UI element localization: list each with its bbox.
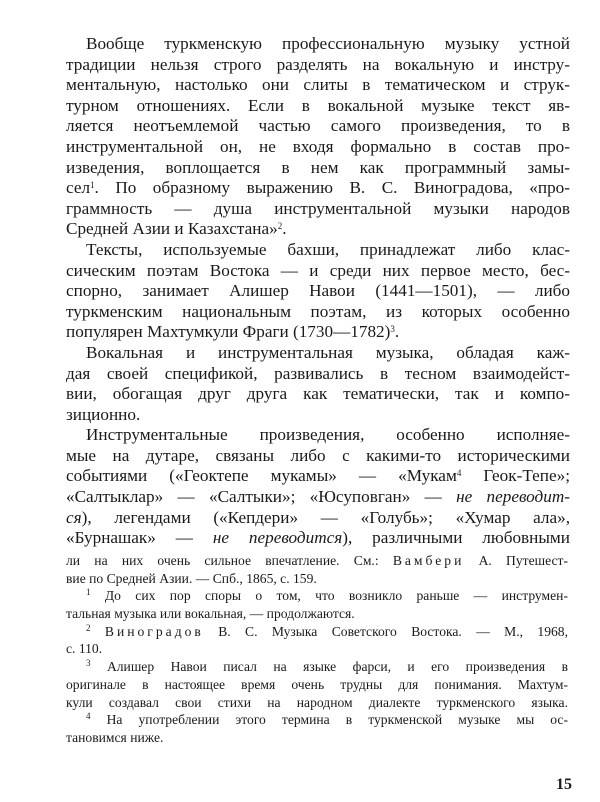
text-segment: оригинале в настоящее время очень трудны для понимания. Махтум-: [66, 676, 568, 692]
text-segment: сическим поэтам Востока — и среди них первое место, бес-: [66, 260, 570, 280]
text-segment: турном отношениях. Если в вокальной музыке текст яв-: [66, 95, 570, 115]
text-line: [66, 446, 570, 467]
text-segment: кули создавал свои стихи на народном диалекте туркменского языка.: [66, 694, 568, 710]
text-line: [66, 75, 570, 96]
text-segment: Вообще туркменскую профессиональную музыку устной: [86, 34, 570, 53]
text-line: [66, 158, 570, 179]
text-segment: мые на дутаре, связаны либо с какими-то историческими: [66, 445, 570, 465]
text-line: [66, 466, 570, 487]
text-line: [66, 302, 570, 323]
text-segment: вие по Средней Азии. — Спб., 1865, с. 159.: [66, 570, 317, 586]
text-segment: граммность — душа инструментальной музыки народов: [66, 198, 570, 218]
text-line: [66, 343, 570, 364]
footnote-line: [66, 694, 568, 712]
text-segment: .: [394, 322, 400, 342]
text-segment: тальная музыка или вокальная, — продолжаются.: [66, 606, 355, 622]
text-line: [66, 364, 570, 385]
text-line: [66, 487, 570, 508]
text-segment: зиционно.: [66, 404, 141, 424]
text-line: [66, 508, 570, 529]
text-line: [66, 384, 570, 405]
footnote-marker: 2: [86, 622, 91, 633]
footnote-line: [66, 623, 568, 641]
footnotes: [66, 552, 568, 747]
text-segment: ), различными любовными: [342, 528, 570, 548]
text-line: [66, 96, 570, 117]
text-segment: инструментальной он, не входя формально в состав про-: [66, 136, 570, 156]
text-segment: ся: [66, 507, 82, 527]
footnote-line: [66, 640, 568, 658]
text-segment: ляется неотъемлемой частью самого произведения, то в: [66, 116, 570, 136]
footnote-marker: 4: [456, 468, 462, 479]
text-segment: Виноградов: [104, 623, 204, 639]
text-segment: сел: [66, 178, 91, 198]
text-line: [66, 55, 570, 76]
text-segment: популярен Махтумкули Фраги (1730—1782): [66, 322, 391, 342]
text-segment: вии, обогащая друг друга как тематически, так и компо-: [66, 384, 570, 404]
text-line: [66, 405, 570, 426]
text-segment: Тексты, используемые бахши, принадлежат либо клас-: [86, 239, 570, 259]
text-line: [66, 528, 570, 549]
text-line: [66, 34, 570, 55]
text-segment: Вамбери: [392, 553, 465, 568]
text-line: [66, 281, 570, 302]
text-line: [66, 425, 570, 446]
text-segment: туркменским национальным поэтам, из которых особенно: [66, 301, 570, 321]
text-line: [66, 178, 570, 199]
text-segment: традиции нельзя строго разделять на вокальную и инстру-: [66, 54, 570, 74]
footnote-marker: 2: [277, 221, 283, 232]
text-line: [66, 116, 570, 137]
text-segment: А. Путешест-: [464, 553, 568, 568]
footnote-line: [66, 570, 568, 588]
footnote-marker: 3: [390, 324, 395, 335]
text-segment: изведения, воплощается в нем как программный замы-: [66, 157, 570, 177]
text-segment: не переводится: [212, 528, 343, 548]
text-segment: спорно, занимает Алишер Навои (1441—1501), — либо: [66, 281, 570, 301]
text-segment: Инструментальные произведения, особенно исполняе-: [86, 425, 570, 445]
text-segment: «Салтыклар» — «Салтыки»; «Юсуповган» —: [66, 487, 457, 507]
text-segment: не переводит-: [456, 487, 570, 507]
text-segment: Вокальная и инструментальная музыка, обладая каж-: [86, 342, 570, 362]
text-segment: тановимся ниже.: [66, 729, 164, 745]
text-segment: Средней Азии и Казахстана»: [66, 219, 278, 239]
text-segment: ли на них очень сильное впечатление. См.:: [66, 553, 393, 568]
text-segment: ), легендами («Кепдери» — «Голубь»; «Хумар ала»,: [81, 507, 570, 527]
text-segment: Геок-Тепе»;: [461, 466, 571, 486]
footnote-line: [66, 676, 568, 694]
footnote-line: [66, 587, 568, 605]
footnote-line: [66, 658, 568, 676]
text-segment: [91, 624, 105, 639]
text-segment: ментальную, настолько они слиты в тематическом и струк-: [66, 75, 570, 95]
text-segment: с. 110.: [66, 641, 103, 657]
footnote-line: [66, 552, 568, 570]
footnote-line: [66, 605, 568, 623]
footnote-line: [66, 729, 568, 747]
footnote-marker: 1: [90, 180, 95, 191]
text-segment: событиями («Геоктепе мукамы» — «Мукам: [66, 466, 457, 486]
main-text: [66, 34, 570, 549]
text-line: [66, 240, 570, 261]
footnote-line: [66, 711, 568, 729]
text-segment: .: [282, 219, 287, 239]
footnote-marker: 1: [86, 587, 91, 598]
text-segment: До сих пор споры о том, что возникло раньше — инструмен-: [90, 588, 568, 604]
text-segment: В. С. Музыка Советского Востока. — М., 1968,: [203, 623, 568, 639]
text-line: [66, 261, 570, 282]
text-line: [66, 219, 570, 240]
text-segment: . По образному выражению В. С. Виноградова, «про-: [94, 178, 570, 198]
text-line: [66, 322, 570, 343]
footnote-marker: 4: [86, 711, 91, 722]
text-line: [66, 137, 570, 158]
text-segment: «Бурнашак» —: [66, 528, 213, 548]
text-segment: дая своей спецификой, развивались в тесном взаимодейст-: [66, 363, 570, 383]
page-number: 15: [556, 776, 572, 793]
footnote-marker: 3: [86, 658, 91, 669]
text-segment: На употреблении этого термина в туркменской музыке мы ос-: [90, 712, 568, 728]
text-line: [66, 199, 570, 220]
text-segment: Алишер Навои писал на языке фарси, и его произведения в: [90, 659, 568, 675]
